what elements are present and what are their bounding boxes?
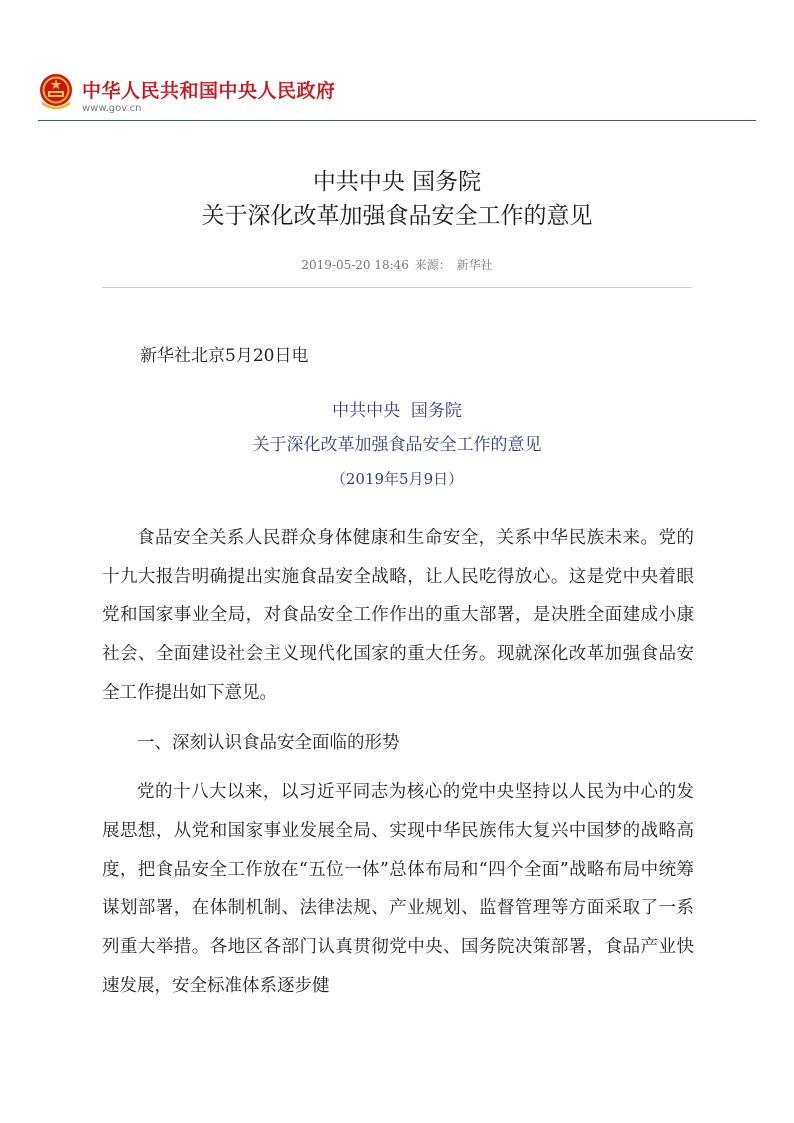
document-heading-line2: 关于深化改革加强食品安全工作的意见 [252,435,542,455]
meta-divider [102,287,692,288]
site-name[interactable]: 中华人民共和国中央人民政府 [82,80,336,102]
site-header [38,70,756,122]
section-heading: 一、深刻认识食品安全面临的形势 [137,732,400,753]
document-heading [0,394,794,496]
source-label: 来源： [414,258,451,272]
dateline: 新华社北京5月20日电 [140,346,309,366]
national-emblem-icon[interactable] [38,73,74,111]
article-meta [0,256,794,273]
article-title-line2: 关于深化改革加强食品安全工作的意见 [201,203,593,229]
article-title [0,165,794,233]
publish-datetime: 2019-05-20 18:46 [301,258,409,272]
body-paragraph: 食品安全关系人民群众身体健康和生命安全，关系中华民族未来。党的十九大报告明确提出实施食品安全战略，让人民吃得放心。这是党中央着眼党和国家事业全局，对食品安全工作作出的重大部署，是决胜全面建成小康社会、全面建设社会主义现代化国家的重大任务。现就深化改革加强食品安全工作提出如下意见。 [102,528,694,703]
source-name: 新华社 [456,258,493,272]
article-title-line1: 中共中央 国务院 [312,169,482,195]
document-heading-line1: 中共中央 国务院 [332,401,462,421]
site-url[interactable]: www.gov.cn [82,103,142,114]
document-date: （2019年5月9日） [330,470,464,488]
body-paragraph: 党的十八大以来，以习近平同志为核心的党中央坚持以人民为中心的发展思想，从党和国家事业发展全局、实现中华民族伟大复兴中国梦的战略高度，把食品安全工作放在“五位一体”总体布局和“四个全面”战略布局中统筹谋划部署，在体制机制、法律法规、产业规划、监督管理等方面采取了一系列重大举措。各地区各部门认真贯彻党中央、国务院决策部署，食品产业快速发展，安全标准体系逐步健 [102,782,694,996]
article-body [102,519,694,1005]
header-divider [38,120,756,121]
